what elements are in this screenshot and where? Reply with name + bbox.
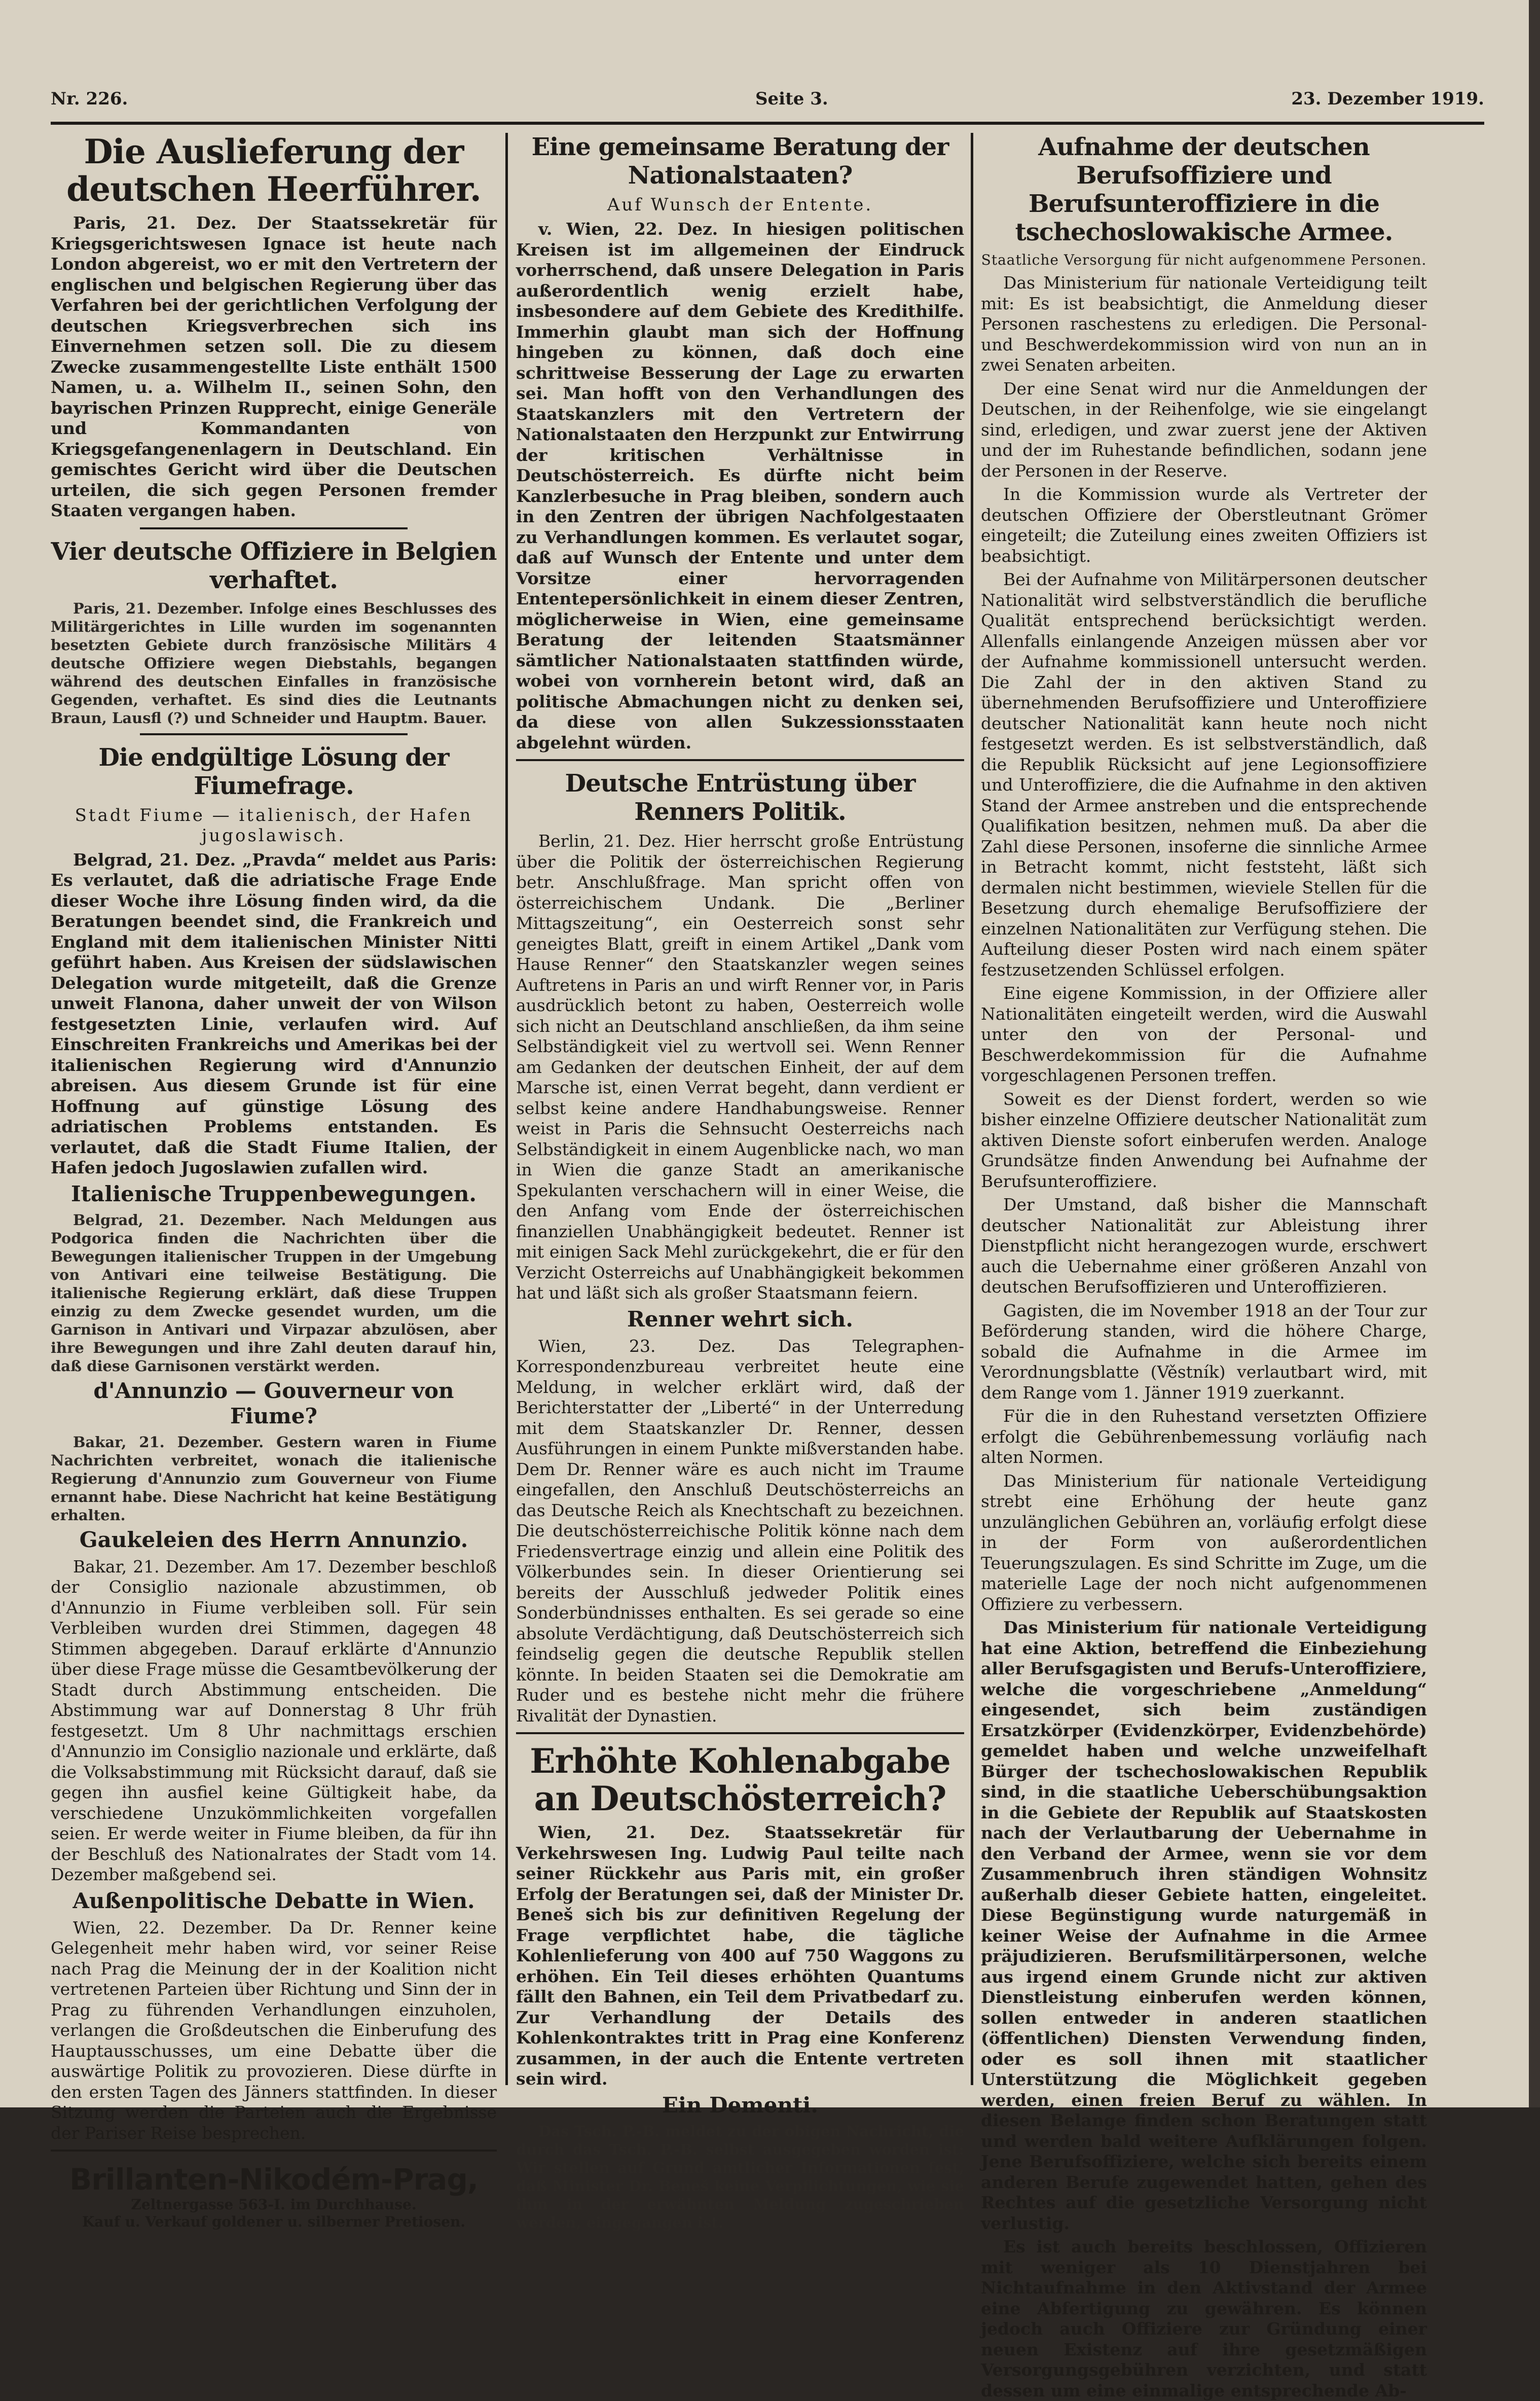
advertisement-tagline: Kauf u. Verkauf goldener u. silberner Pretiosen. (82, 2213, 466, 2230)
page-header (51, 89, 1484, 119)
article-body-dementi: Das Tsch. P.-B. meldet zu der obigen Nachricht, die durch das Tsch. P.-B. selbst ausgegeben worden ist: Wir stellen auf Grund amtlicher Informationen fest, daß Minister Dr. Beneš keine Verpflichtungen, wie sie ihm in der erwähnten Meldung zugeschrieben werden, eingegangen ist. (516, 2122, 964, 2231)
advertisement-title: Brillanten-Nikodém-Prag, (69, 2162, 478, 2197)
article-body-auslieferung: Paris, 21. Dez. Der Staatssekretär für Kriegsgerichtswesen Ignace ist heute nach London abgereist, wo er mit den Vertretern der englischen und belgischen Regierung über das Verfahren bei der gerichtlichen Verfolgung der deutschen Kriegsverbrechen sich ins Einvernehmen setzen soll. Die zu diesem Zwecke zusammengestellte Liste enthält 1500 Namen, u. a. Wilhelm II., seinen Sohn, den bayrischen Prinzen Rupprecht, einige Generäle und Kommandanten von Kriegsgefangenenlagern in Deutschland. Ein gemischtes Gericht wird über die Deutschen urteilen, die sich gegen Personen fremder Staaten vergangen haben. (51, 213, 497, 520)
article-title-offiziere-belgien: Vier deutsche Offiziere in Belgien verhaftet. (51, 537, 497, 594)
article-body-fiumefrage: Belgrad, 21. Dez. „Pravda“ meldet aus Paris: Es verlautet, daß die adriatische Frage Ende dieser Woche ihre Lösung finden wird, da die Beratungen beendet sind, die Frankreich und England mit dem italienischen Minister Nitti geführt haben. Aus Kreisen der südslawischen Delegation wurde mitgeteilt, daß die Grenze unweit Flanona, daher unweit der von Wilson festgesetzten Linie, verlaufen wird. Auf Einschreiten Frankreichs und Amerikas bei der italienischen Regierung wird d'Annunzio abreisen. Aus diesem Grunde ist für eine Hoffnung auf günstige Lösung des adriatischen Problems entstanden. Es verlautet, daß die Stadt Fiume Italien, der Hafen jedoch Jugoslawien zufallen wird. (51, 849, 497, 1177)
article-subtitle-fiumefrage: Stadt Fiume — italienisch, der Hafen jugoslawisch. (75, 805, 473, 846)
article-body-offiziere-belgien: Paris, 21. Dezember. Infolge eines Beschlusses des Militärgerichtes in Lille wurden im sogenannten besetzten Gebiete durch französische Militärs 4 deutsche Offiziere wegen Diebstahls, begangen während des deutschen Einfalles in französische Gegenden, verhaftet. Es sind dies die Leutnants Braun, Lausfl (?) und Schneider und Hauptm. Bauer. (51, 599, 497, 727)
article-body-renner-wehrt: Wien, 23. Dez. Das Telegraphen-Korrespondenzbureau verbreitet heute eine Meldung, in welcher erklärt wird, daß der Berichterstatter der „Liberté“ in der Unterredung mit dem Staatskanzler Dr. Renner, dessen Ausführungen in einem Punkte mißverstanden habe. Dem Dr. Renner wäre es auch nicht im Traume eingefallen, den Anschluß Deutschösterreichs an das Deutsche Reich als Knechtschaft zu bezeichnen. Die deutschösterreichische Politik könne nach dem Friedensvertrage einzig und allein eine Politik des Völkerbundes sein. In dieser Orientierung sei bereits der Ausschluß jedweder Politik eines Sonderbündnisses enthalten. Es sei gerade so eine absolute Verdächtigung, daß Deutschösterreich sich feindselig gegen die deutsche Republik stellen könnte. In beiden Staaten sei die Demokratie am Ruder und es bestehe nicht mehr die frühere Rivalität der Dynastien. (516, 1336, 964, 1726)
article-title-gaukeleien: Gaukeleien des Herrn Annunzio. (79, 1527, 468, 1552)
article-title-debatte-wien: Außenpolitische Debatte in Wien. (72, 1888, 475, 1913)
article-paragraph: Das Ministerium für nationale Verteidigung teilt mit: Es ist beabsichtigt, die Anmeldung dieser Personen raschestens zu erledigen. Die Personal- und Beschwerdekommission wird von nun an in zwei Senaten arbeiten. (981, 273, 1427, 375)
article-title-fiumefrage: Die endgültige Lösung der Fiumefrage. (98, 743, 449, 800)
article-title-berufsoffiziere: Aufnahme der deutschen Berufsoffiziere und Berufsunteroffiziere in die tschechoslowakische Armee. (1015, 133, 1393, 246)
column-rule-1 (505, 133, 508, 2085)
column-3 (981, 133, 1427, 2400)
article-body-gouverneur-fiume: Bakar, 21. Dezember. Gestern waren in Fiume Nachrichten verbreitet, wonach die italienische Regierung d'Annunzio zum Gouverneur von Fiume ernannt habe. Diese Nachricht hat keine Bestätigung erhalten. (51, 1433, 497, 1524)
separator (140, 527, 408, 529)
article-paragraph: In die Kommission wurde als Vertreter der deutschen Offiziere der Oberstleutnant Grömer eingeteilt; die Zuteilung eines zweiten Offiziers ist beabsichtigt. (981, 484, 1427, 566)
scan-edge (1529, 0, 1540, 2107)
article-body-kohlenabgabe: Wien, 21. Dez. Staatssekretär für Verkehrswesen Ing. Ludwig Paul teilte nach seiner Rückkehr aus Paris mit, ein großer Erfolg der Beratungen sei, daß der Minister Dr. Beneš sich bis zur definitiven Regelung der Frage verpflichtet habe, die tägliche Kohlenlieferung von 400 auf 750 Waggons zu erhöhen. Ein Teil dieses erhöhten Quantums fällt den Bahnen, ein Teil dem Privatbedarf zu. Zur Verhandlung der Details des Kohlenkontraktes tritt in Prag eine Konferenz zusammen, in der auch die Entente vertreten sein wird. (516, 1822, 964, 2089)
separator (516, 1732, 964, 1734)
article-title-dementi: Ein Dementi. (662, 2092, 818, 2118)
article-title-beratung: Eine gemeinsame Beratung der Nationalstaaten? (531, 133, 949, 190)
article-body-entruestung: Berlin, 21. Dez. Hier herrscht große Entrüstung über die Politik der österreichischen Regierung betr. Anschlußfrage. Man spricht offen von österreichischem Undank. Die „Berliner Mittagszeitung“, ein Oesterreich sonst sehr geneigtes Blatt, greift in einem Artikel „Dank vom Hause Renner“ den Staatskanzler wegen seines Auftretens in Paris an und wirft Renner vor, in Paris ausdrücklich betont zu haben, Oesterreich wolle sich nicht an Deutschland anschließen, da ihm seine Selbständigkeit viel zu wertvoll sei. Wenn Renner am Gedanken der deutschen Einheit, der auf dem Marsche ist, einen Verrat begeht, dann verdient er selbst keine andere Handhabungsweise. Renner weist in Paris die Sehnsucht Oesterreichs nach Selbständigkeit in einem Augenblicke nach, wo man in Wien die ganze Stadt an amerikanische Spekulanten verschachern will in einer Weise, die den Anfang vom Ende der österreichischen finanziellen Unabhängigkeit bedeutet. Renner ist mit einigen Sack Mehl zurückgekehrt, die er für den Verzicht Osterreichs auf Unabhängigkeit bekommen hat und läßt sich als großer Staatsmann feiern. (516, 831, 964, 1303)
article-body-gaukeleien: Bakar, 21. Dezember. Am 17. Dezember beschloß der Consiglio nazionale abzustimmen, ob d'Annunzio in Fiume verbleiben soll. Für sein Verbleiben wurden drei Stimmen, dagegen 48 Stimmen abgegeben. Darauf erklärte d'Annunzio über diese Frage müsse die Gesamtbevölkerung der Stadt durch Abstimmung entscheiden. Die Abstimmung war auf Donnerstag 8 Uhr früh festgesetzt. Um 8 Uhr nachmittags erschien d'Annunzio im Consiglio nazionale und erklärte, daß die Volksabstimmung mit Rücksicht darauf, daß sie gegen ihn ausfiel keine Gültigkeit habe, da verschiedene Unzukömmlichkeiten vorgefallen seien. Er werde weiter in Fiume bleiben, da für ihn der Beschluß des Nationalrates der Stadt vom 14. Dezember maßgebend sei. (51, 1556, 497, 1884)
column-1 (51, 132, 497, 2230)
article-paragraph: Eine eigene Kommission, in der Offiziere aller Nationalitäten eingeteilt werden, wird die Auswahl unter den von der Personal- und Beschwerdekommission für die Aufnahme vorgeschlagenen Personen treffen. (981, 983, 1427, 1085)
page-number: Seite 3. (755, 89, 828, 109)
article-paragraph: Für die in den Ruhestand versetzten Offiziere erfolgt die Gebührenbemessung vorläufig nach alten Normen. (981, 1406, 1427, 1467)
article-paragraph: Gagisten, die im November 1918 an der Tour zur Beförderung standen, wird die höhere Charge, sobald die Aufnahme in die Armee im Verordnungsblatte (Věstník) verlautbart wird, mit dem Range vom 1. Jänner 1919 zuerkannt. (981, 1300, 1427, 1403)
header-rule (51, 122, 1484, 125)
article-title-gouverneur-fiume: d'Annunzio — Gouverneur von Fiume? (93, 1378, 454, 1428)
article-body-beratung: v. Wien, 22. Dez. In hiesigen politischen Kreisen ist im allgemeinen der Eindruck vorherrschend, daß unsere Delegation in Paris außerordentlich wenig erzielt habe, insbesondere auf dem Gebiete des Kredithilfe. Immerhin glaubt man sich der Hoffnung hingeben zu können, daß doch eine schrittweise Besserung der Lage zu erwarten sei. Man hofft von den Verhandlungen des Staatskanzlers mit den Vertretern der Nationalstaaten den Herzpunkt zur Entwirrung der kritischen Verhältnisse in Deutschösterreich. Es dürfte nicht beim Kanzlerbesuche in Prag bleiben, sondern auch in den Zentren der übrigen Nachfolgestaaten zu Verhandlungen kommen. Es verlautet sogar, daß auf Wunsch der Entente und unter dem Vorsitze einer hervorragenden Ententepersönlichkeit in einem dieser Zentren, möglicherweise in Wien, eine gemeinsame Beratung der leitenden Staatsmänner sämtlicher Nationalstaaten stattfinden würde, wobei von vornherein betont wird, daß an politische Abmachungen nicht zu denken sei, da diese von allen Sukzessionsstaaten abgelehnt würden. (516, 219, 964, 752)
article-subtitle-berufsoffiziere: Staatliche Versorgung für nicht aufgenommene Personen. (981, 252, 1427, 268)
article-title-kohlenabgabe: Erhöhte Kohlenabgabe an Deutschösterreich? (530, 1741, 950, 1818)
article-paragraph: Bei der Aufnahme von Militärpersonen deutscher Nationalität wird selbstverständlich die berufliche Qualität entsprechend berücksichtigt werden. Allenfalls einlangende Anzeigen müssen aber vor der Aufnahme kommissionell untersucht werden. Die Zahl der in den aktiven Stand zu übernehmenden Berufsoffiziere und Unteroffiziere deutscher Nationalität kann heute noch nicht festgesetzt werden. Es ist selbstverständlich, daß die Republik Rücksicht auf jene Legionsoffiziere und Unteroffiziere, die die Aufnahme in den aktiven Stand der Armee anstreben und die entsprechende Qualifikation besitzen, nehmen muß. Da aber die Zahl diese Personen, insoferne die sinnliche Armee in Betracht kommt, nicht feststeht, läßt sich dermalen nicht bestimmen, wieviele Stellen für die Besetzung durch ehemalige Berufsoffiziere der einzelnen Nationalitäten zur Verfügung stehen. Die Aufteilung dieser Posten wird nach einem später festzusetzenden Schlüssel erfolgen. (981, 569, 1427, 980)
article-title-entruestung: Deutsche Entrüstung über Renners Politik. (565, 769, 915, 826)
separator (51, 2149, 497, 2152)
issue-number: Nr. 226. (51, 89, 128, 109)
advertisement-address: Zeltnergasse 563-I. im Durchhause. (131, 2196, 417, 2213)
article-paragraph: Soweit es der Dienst fordert, werden so wie bisher einzelne Offiziere deutscher Nationalität zum aktiven Dienste sofort einberufen werden. Analoge Grundsätze finden Anwendung bei Aufnahme der Berufsunteroffiziere. (981, 1089, 1427, 1191)
column-rule-2 (971, 133, 973, 2085)
article-body-truppenbewegungen: Belgrad, 21. Dezember. Nach Meldungen aus Podgorica finden die Nachrichten über die Bewegungen italienischer Truppen in der Umgebung von Antivari eine teilweise Bestätigung. Die italienische Regierung erklärt, daß diese Truppen einzig zu dem Zwecke gesendet wurden, um die Garnison in Antivari und Virpazar abzulösen, aber ihre Bewegungen und ihre Zahl deuten darauf hin, daß diese Garnisonen verstärkt werden. (51, 1211, 497, 1375)
issue-date: 23. Dezember 1919. (1291, 89, 1484, 109)
article-body-debatte-wien: Wien, 22. Dezember. Da Dr. Renner keine Gelegenheit mehr haben wird, vor seiner Reise nach Prag die Meinung der in der Koalition nicht vertretenen Parteien über Richtung und Sinn der in Prag zu führenden Verhandlungen einzuholen, verlangen die Großdeutschen die Einberufung des Hauptausschusses, um eine Debatte über die auswärtige Politik zu provozieren. Diese dürfte in den ersten Tagen des Jänners stattfinden. In dieser Sitzung werden die Parteien auch die Ergebnisse der Pariser Reise besprechen. (51, 1917, 497, 2143)
article-paragraph: Das Ministerium für nationale Verteidigung hat eine Aktion, betreffend die Einbeziehung aller Berufsgagisten und Berufs-Unteroffiziere, welche die vorgeschriebene „Anmeldung“ eingesendet, sich beim zuständigen Ersatzkörper (Evidenzkörper, Evidenzbehörde) gemeldet haben und welche unzweifelhaft Bürger der tschechoslowakischen Republik sind, in die staatliche Ueberschübungsaktion in die Gebiete der Republik auf Staatskosten nach der Verlautbarung der Uebernahme in den Verband der Armee, wenn sie vor dem Zusammenbruch ihren ständigen Wohnsitz außerhalb dieser Gebiete hatten, eingeleitet. Diese Begünstigung wurde naturgemäß in keiner Weise der Aufnahme in die Armee präjudizieren. Berufsmilitärpersonen, welche aus irgend einem Grunde nicht zur aktiven Dienstleistung einberufen werden können, sollen entweder in anderen staatlichen (öffentlichen) Diensten Verwendung finden, oder es soll ihnen mit staatlicher Unterstützung die Möglichkeit gegeben werden, einen freien Beruf zu wählen. In diesen Belange finden schon Beratungen statt und werden bald weitere Aufklärungen folgen. Jene Berufsoffiziere, welche sich bereits einem anderen Berufe zugewendet hatten, gehen des Rechtes auf die gesetzliche Versorgung nicht verlustig. (981, 1618, 1427, 2233)
article-title-renner-wehrt: Renner wehrt sich. (627, 1306, 854, 1332)
article-subtitle-beratung: Auf Wunsch der Entente. (607, 195, 873, 215)
article-paragraph: Das Ministerium für nationale Verteidigung strebt eine Erhöhung der heute ganz unzulänglichen Gebühren an, vorläufig erfolgt diese in der Form von außerordentlichen Teuerungszulagen. Es sind Schritte im Zuge, um die materielle Lage der noch nicht aufgenommenen Offiziere zu verbessern. (981, 1471, 1427, 1614)
column-2 (516, 133, 964, 2231)
article-title-auslieferung: Die Auslieferung der deutschen Heerführer. (66, 132, 481, 209)
article-title-truppenbewegungen: Italienische Truppenbewegungen. (71, 1181, 476, 1206)
article-paragraph: Es ist auch bereits beschlossen, Offizieren mit weniger als 10 Dienstjahren bei Nichtaufnahme in den Aktivstand der Armee eine Abfertigung zu gewähren. Es können jedoch auch Offiziere zur Gründung einer neuen Existenz auf ihre gesetzmäßigen Versorgungsgebühren verzichten, und statt dessen um eine einmalige entsprechende Ab- (981, 2237, 1427, 2400)
article-paragraph: Der Umstand, daß bisher die Mannschaft deutscher Nationalität zur Ableistung ihrer Dienstpflicht nicht herangezogen wurde, erschwert auch die Uebernahme einer größeren Anzahl von deutschen Berufsoffizieren und Unteroffizieren. (981, 1195, 1427, 1297)
separator (140, 733, 408, 735)
separator (516, 759, 964, 761)
article-paragraph: Der eine Senat wird nur die Anmeldungen der Deutschen, in der Reihenfolge, wie sie eingelangt sind, erledigen, und zwar zuerst jene der Aktiven und der im Ruhestande befindlichen, sodann jene der Personen in der Reserve. (981, 378, 1427, 481)
